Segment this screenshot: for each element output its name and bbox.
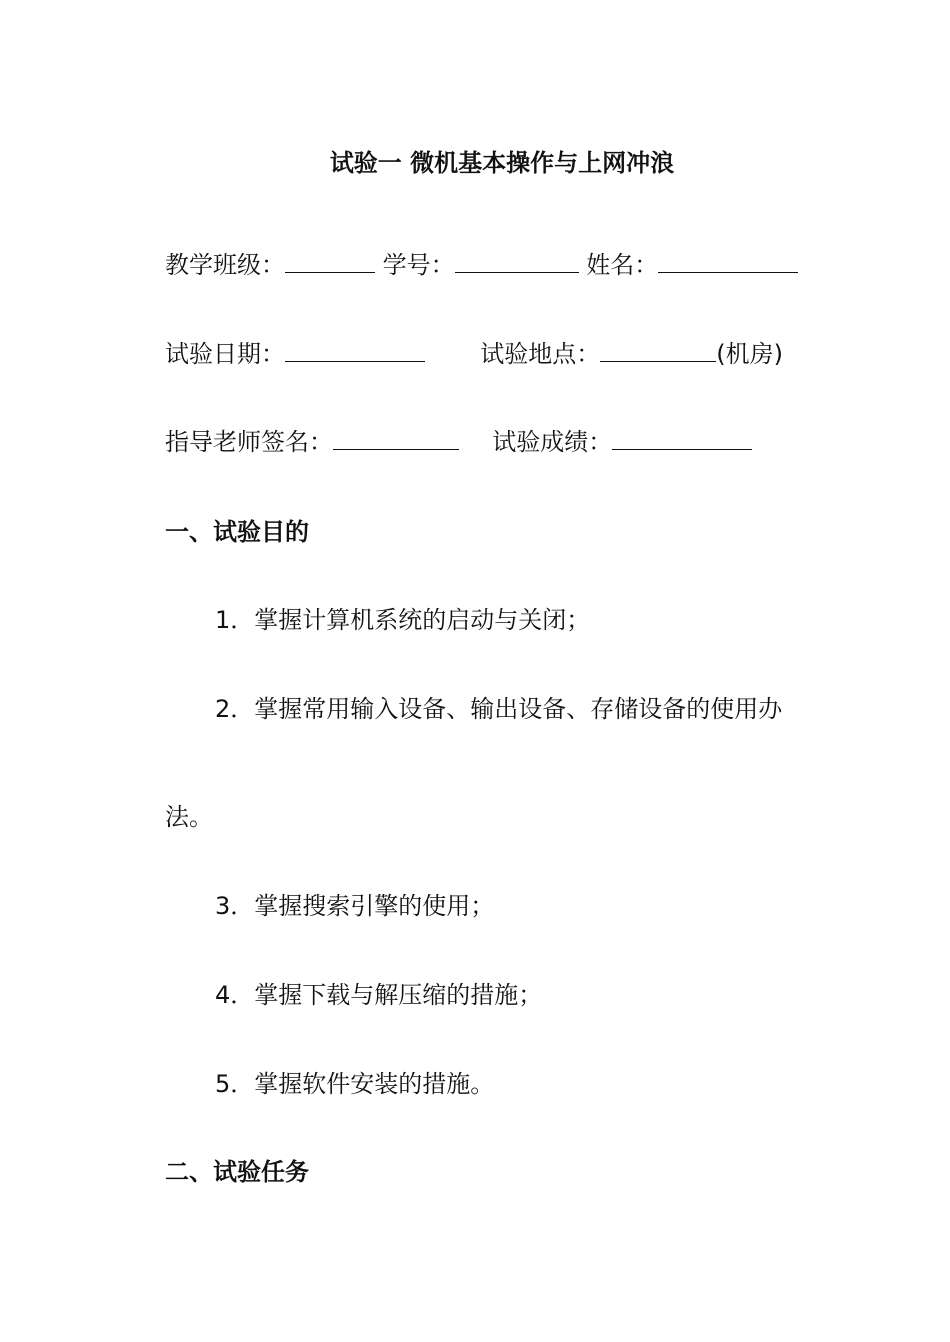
id-blank xyxy=(455,250,579,273)
info-row-2 xyxy=(165,339,783,369)
list-item: 2．掌握常用输入设备、输出设备、存储设备的使用办 xyxy=(215,695,783,723)
name-label: 姓名： xyxy=(586,251,659,279)
info-row-1 xyxy=(165,250,798,280)
list-item: 1．掌握计算机系统的启动与关闭； xyxy=(215,606,591,634)
list-item: 4．掌握下载与解压缩的措施； xyxy=(215,981,543,1009)
class-blank xyxy=(285,250,375,273)
class-label: 教学班级： xyxy=(165,251,285,279)
score-label: 试验成绩： xyxy=(492,428,613,456)
date-blank xyxy=(285,339,425,362)
section-heading-objectives: 一、试验目的 xyxy=(165,518,309,546)
location-suffix: (机房) xyxy=(716,340,784,368)
date-label: 试验日期： xyxy=(165,340,285,368)
score-blank xyxy=(612,427,752,450)
info-row-3 xyxy=(165,427,752,457)
teacher-label: 指导老师签名： xyxy=(165,428,333,456)
location-label: 试验地点： xyxy=(480,340,601,368)
teacher-blank xyxy=(333,427,459,450)
location-blank xyxy=(600,339,716,362)
document-title: 试验一 微机基本操作与上网冲浪 xyxy=(329,149,675,177)
id-label: 学号： xyxy=(382,251,455,279)
list-item-continuation: 法。 xyxy=(165,803,213,831)
list-item: 5．掌握软件安装的措施。 xyxy=(215,1070,495,1098)
list-item: 3．掌握搜索引擎的使用； xyxy=(215,892,495,920)
section-heading-tasks: 二、试验任务 xyxy=(165,1158,309,1186)
name-blank xyxy=(658,250,798,273)
